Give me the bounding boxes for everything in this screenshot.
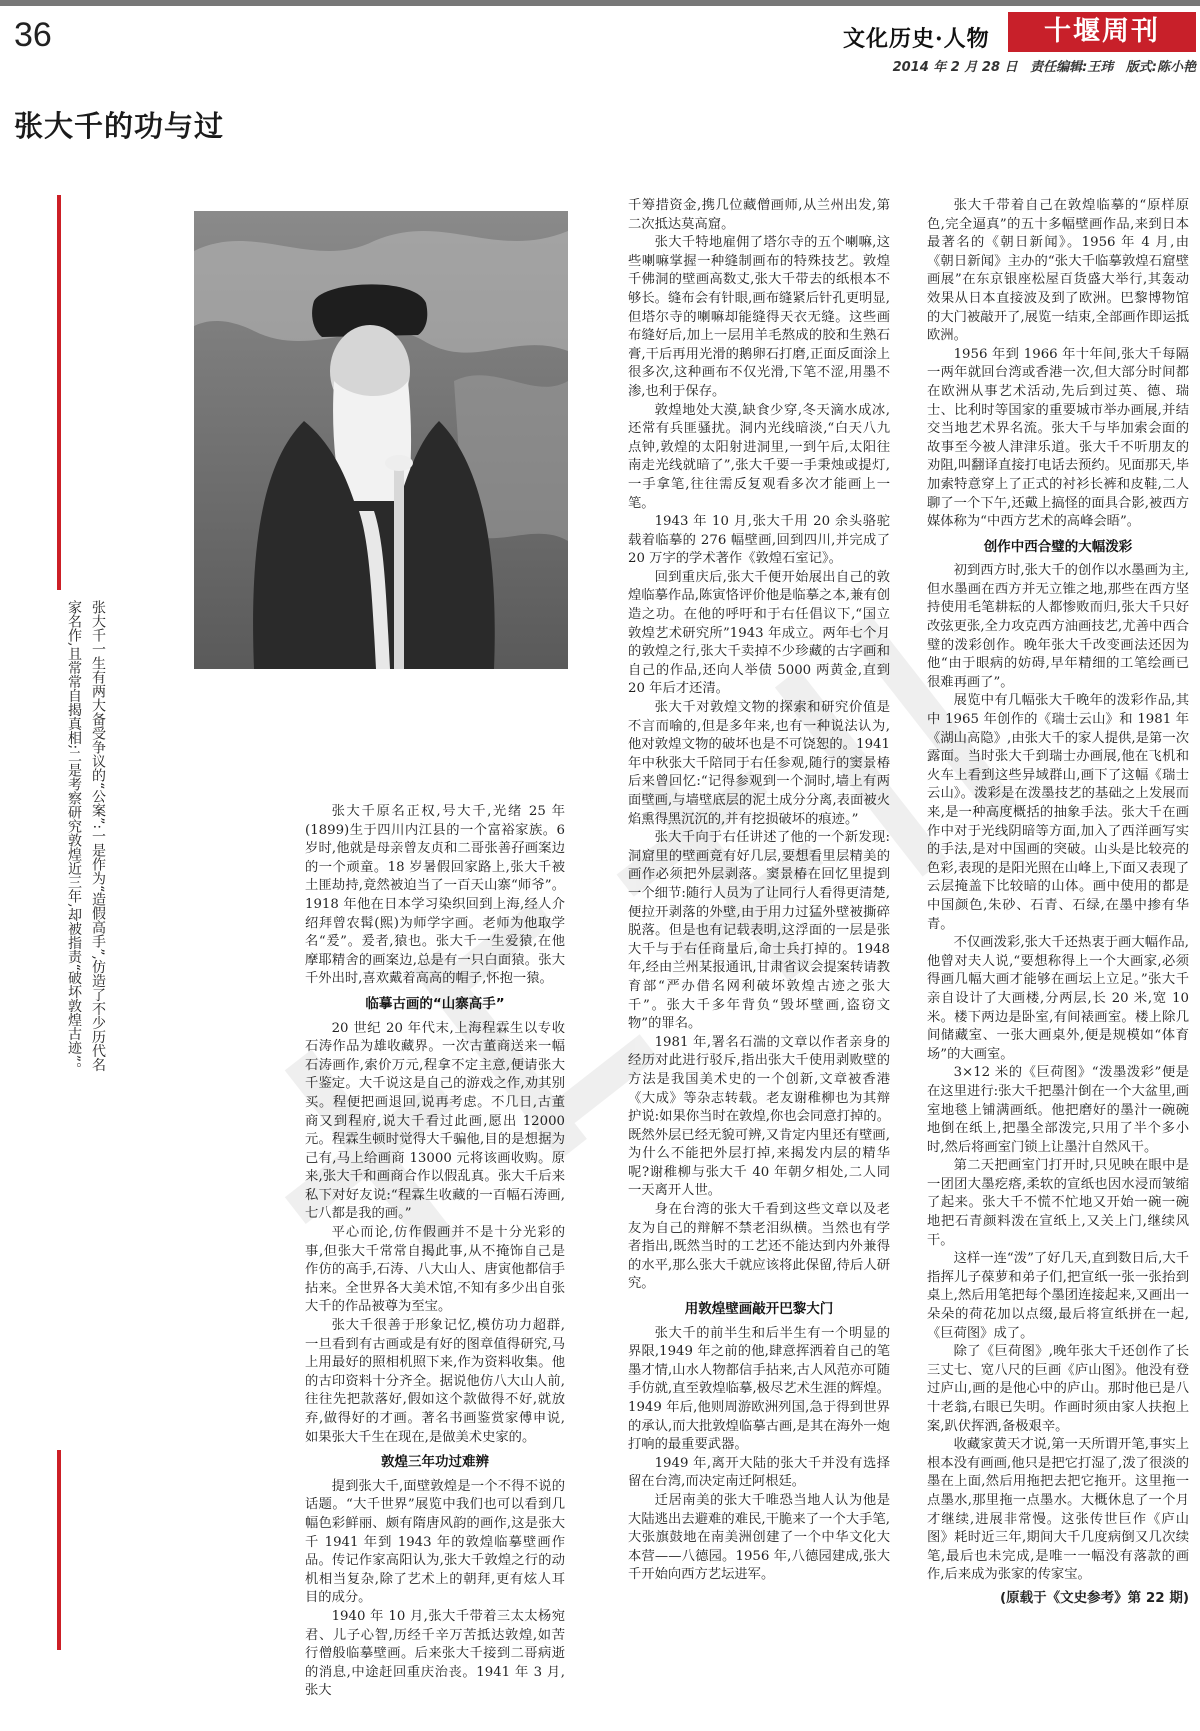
layout-credit: 版式:陈小艳 [1125,60,1196,75]
top-rule [0,0,1200,6]
paragraph: 张大千带着自己在敦煌临摹的“原样原色,完全逼真”的五十多幅壁画作品,来到日本最著名的《朝日新闻》。1956 年 4 月,由《朝日新闻》主办的“张大千临摹敦煌石窟壁画展”在东京银座松屋百货盛大举行,其轰动效果从日本直接波及到了欧洲。巴黎博物馆的大门被敲开了,展览一结束,全部画作即运抵欧洲。 [927,198,1189,344]
paragraph: 20 世纪 20 年代末,上海程霖生以专收石涛作品为雄收藏界。一次古董商送来一幅石涛画作,索价万元,程拿不定主意,便请张大千鉴定。大千说这是自己的游戏之作,劝其别买。程便把画退回,说再考虑。不几日,古董商又到程府,说大千看过此画,愿出 12000 元。程霖生顿时觉得大千骗他,目的是想据为己有,马上给画商 13000 元将该画收购。原来,张大千和画商合作以假乱真。张大千后来私下对好友说:“程霖生收藏的一百幅石涛画,七八都是我的画。” [305,1020,565,1222]
issue-meta [880,56,1196,75]
paragraph: 迁居南美的张大千唯恐当地人认为他是大陆逃出去避难的难民,干脆来了一个大手笔,大张旗鼓地在南美洲创建了一个中华文化大本营——八德园。1956 年,八德园建成,张大千开始向西方艺坛进军。 [628,1492,890,1583]
red-divider-top [57,195,61,590]
article-column-3 [927,197,1189,1608]
paragraph: 1940 年 10 月,张大千带着三太太杨宛君、儿子心智,历经千辛万苦抵达敦煌,如苦行僧般临摹壁画。后来张大千接到二哥病逝的消息,中途赶回重庆治丧。1941 年 3 月,张大 [305,1608,565,1699]
paragraph: 3×12 米的《巨荷图》“泼墨泼彩”便是在这里进行:张大千把墨汁倒在一个大盆里,画室地毯上铺满画纸。他把磨好的墨汁一碗碗地倒在纸上,把墨全部泼完,只用了半个多小时,然后将画室门锁上让墨汁自然风干。 [927,1065,1189,1155]
paragraph: 张大千的前半生和后半生有一个明显的界限,1949 年之前的他,肆意挥洒着自己的笔墨才情,山水人物都信手拈来,古人风范亦可随手仿就,直至敦煌临摹,极尽艺术生涯的辉煌。1949 年后,他则周游欧洲列国,急于得到世界的承认,而大批敦煌临摹古画,是其在海外一炮打响的最重要武器。 [628,1325,890,1453]
paragraph: 身在台湾的张大千看到这些文章以及老友为自己的辩解不禁老泪纵横。当然也有学者指出,既然当时的工艺还不能达到内外兼得的水平,那么张大千就应该将此保留,待后人研究。 [628,1202,890,1292]
article-blurb [40,600,106,1445]
paragraph: 回到重庆后,张大千便开始展出自己的敦煌临摹作品,陈寅恪评价他是临摹之本,兼有创造之功。在他的呼吁和于右任倡议下,“国立敦煌艺术研究所”1943 年成立。两年七个月的敦煌之行,张大千卖掉不少珍藏的古字画和自己的作品,还向人举债 5000 两黄金,直到 20 年后才还清。 [628,569,890,697]
paragraph: 张大千对敦煌文物的探索和研究价值是不言而喻的,但是多年来,也有一种说法认为,他对敦煌文物的破坏也是不可饶恕的。1941 年中秋张大千陪同于右任参观,随行的窦景椿后来曾回忆:“记得参观到一个洞时,墙上有两面壁画,与墙壁底层的泥土成分分离,表面被火焰熏得黑沉沉的,并有挖损破坏的痕迹。” [628,700,890,827]
article-column-1 [305,803,565,1701]
subheading: 敦煌三年功过难辨 [381,1454,489,1471]
source-credit: (原载于《文史参考》第 22 期) [999,1589,1189,1606]
paragraph: 不仅画泼彩,张大千还热衷于画大幅作品,他曾对夫人说,“要想称得上一个大画家,必须得画几幅大画才能够在画坛上立足。”张大千亲自设计了大画楼,分两层,长 20 米,宽 10 米。楼下两边是卧室,有间裱画室。楼上除几间储藏室、一张大画桌外,便是规模如“体育场”的大画室。 [927,935,1189,1062]
paragraph: 千筹措资金,携几位藏僧画师,从兰州出发,第二次抵达莫高窟。 [628,198,890,232]
paragraph: 初到西方时,张大千的创作以水墨画为主,但水墨画在西方并无立锥之地,那些在西方坚持使用毛笔耕耘的人都惨败而归,张大千只好改弦更张,全力攻克西方油画技艺,尤善中西合璧的泼彩创作。晚年张大千改变画法还因为他“由于眼病的妨碍,早年精细的工笔绘画已很难再画了”。 [927,563,1189,690]
red-divider-bottom [57,1450,61,1650]
paragraph: 1943 年 10 月,张大千用 20 余头骆驼载着临摹的 276 幅壁画,回到四川,并完成了 20 万字的学术著作《敦煌石室记》。 [628,514,890,567]
subheading: 创作中西合璧的大幅泼彩 [983,538,1133,555]
portrait-photo [194,211,568,669]
paragraph: 张大千原名正权,号大千,光绪 25 年(1899)生于四川内江县的一个富裕家族。6 岁时,他就是母亲曾友贞和二哥张善孖画案边的一个顽童。18 岁暑假回家路上,张大千被土匪劫持,竟然被迫当了一百天山寨“师爷”。1918 年他在日本学习染织回到上海,经人介绍拜曾农髯(熙)为师学字画。老师为他取学名“爰”。爰者,猿也。张大千一生爱猿,在他摩耶精舍的画案边,总是有一只白面猿。张大千外出时,喜欢戴着高高的帽子,怀抱一猿。 [305,804,565,987]
article-title: 张大千的功与过 [14,109,225,143]
paragraph: 1949 年,离开大陆的张大千并没有选择留在台湾,而决定南迁阿根廷。 [628,1455,890,1490]
page-number: 36 [14,16,52,54]
paragraph: 平心而论,仿作假画并不是十分光彩的事,但张大千常常自揭此事,从不掩饰自己是作仿的高手,石涛、八大山人、唐寅他都信手拈来。全世界各大美术馆,不知有多少出自张大千的作品被尊为至宝。 [305,1225,565,1315]
paragraph: 这样一连“泼”了好几天,直到数日后,大千指挥儿子葆萝和弟子们,把宣纸一张一张抬到桌上,然后用笔把每个墨团连接起来,又画出一朵朵的荷花加以点缀,最后将宣纸拼在一起,《巨荷图》成了。 [927,1251,1189,1341]
blurb-line: 张大千一生有两大备受争议的“公案”:一是作为“造假高手”,仿造了不少历代名 [90,600,106,1072]
paragraph: 张大千向于右任讲述了他的一个新发现:洞窟里的壁画竟有好几层,要想看里层精美的画作必须把外层剥落。窦景椿在回忆里提到一个细节:随行人员为了让同行人看得更清楚,便拉开剥落的外壁,由于用力过猛外壁被撕碎脱落。但是也有记载表明,这浮面的一层是张大千与于右任商量后,命士兵打掉的。1948 年,经由兰州某报通讯,甘肃省议会提案转请教育部“严办借名网利破坏敦煌古迹之张大千”。张大千多年背负“毁坏壁画,盗窃文物”的罪名。 [628,830,890,1032]
blurb-line: 家名作,且常常自揭真相;二是考察研究敦煌近三年,却被指责“破坏敦煌古迹”。 [66,600,82,1076]
portrait-illustration [194,211,568,669]
paragraph: 第二天把画室门打开时,只见映在眼中是一团团大墨疙瘩,柔软的宣纸也因水浸而皱缩了起来。张大千不慌不忙地又开始一碗一碗地把石青颜料泼在宣纸上,又关上门,继续风干。 [927,1158,1189,1248]
editor-credit: 责任编辑:王玮 [1030,60,1114,75]
paragraph: 除了《巨荷图》,晚年张大千还创作了长三丈七、宽八尺的巨画《庐山图》。他没有登过庐山,画的是他心中的庐山。那时他已是八十老翁,右眼已失明。作画时须由家人扶抱上案,趴伏挥洒,备极艰辛。 [927,1344,1189,1434]
paragraph: 1981 年,署名石湍的文章以作者亲身的经历对此进行驳斥,指出张大千使用剥败壁的方法是我国美术史的一个创新,文章被香港《大成》等杂志转载。老友谢稚柳也为其辩护说:如果你当时在敦煌,你也会同意打掉的。既然外层已经无貌可辨,又肯定内里还有壁画,为什么不能把外层打掉,来揭发内层的精华呢?谢稚柳与张大千 40 年朝夕相处,二人同一天离开人世。 [628,1034,890,1199]
paragraph: 张大千很善于形象记忆,模仿功力超群,一旦看到有古画或是有好的图章值得研究,马上用最好的照相机照下来,作为资料收集。他的古印资料十分齐全。据说他仿八大山人前,往往先把款落好,假如这个款做得不好,就放弃,做得好的才画。著名书画鉴赏家傅申说,如果张大千生在现在,是做美术史家的。 [305,1318,565,1445]
issue-date: 2014 年 2 月 28 日 [892,60,1018,75]
paragraph: 收藏家黄天才说,第一天所谓开笔,事实上根本没有画画,他只是把它打湿了,泼了很淡的墨在上面,然后用拖把去把它拖开。这里拖一点墨水,那里拖一点墨水。大概休息了一个月才继续,进展非常慢。这张传世巨作《庐山图》耗时近三年,期间大千几度病倒又几次续笔,最后也未完成,是唯一一幅没有落款的画作,后来成为张家的传家宝。 [927,1437,1189,1583]
publication-brand: 十堰周刊 [1008,12,1196,52]
subheading: 用敦煌壁画敲开巴黎大门 [684,1301,834,1318]
article-column-2 [628,197,890,1585]
subheading: 临摹古画的“山寨高手” [365,995,505,1012]
paragraph: 展览中有几幅张大千晚年的泼彩作品,其中 1965 年创作的《瑞士云山》和 1981 年《湖山高隐》,由张大千的家人提供,是第一次露面。当时张大千到瑞士办画展,他在飞机和火车上看到这些异域群山,画下了这幅《瑞士云山》。泼彩是在泼墨技艺的基础之上发展而来,是一种高度概括的抽象手法。张大千在画作中对于光线阴暗等方面,加入了西洋画写实的手法,是对中国画的突破。山头是比较亮的色彩,表现的是阳光照在山峰上,下面又表现了云层掩盖下比较暗的山体。画中使用的都是中国颜色,朱砂、石青、石绿,在墨中掺有华青。 [927,693,1189,932]
paragraph: 提到张大千,面壁敦煌是一个不得不说的话题。“大千世界”展览中我们也可以看到几幅色彩鲜丽、颇有隋唐风韵的画作,这是张大千 1941 年到 1943 年的敦煌临摹壁画作品。传记作家高阳认为,张大千敦煌之行的动机相当复杂,除了艺术上的朝拜,更有炫人耳目的成分。 [305,1478,565,1606]
paragraph: 1956 年到 1966 年十年间,张大千每隔一两年就回台湾或香港一次,但大部分时间都在欧洲从事艺术活动,先后到过英、德、瑞士、比利时等国家的重要城市举办画展,并结交当地艺术界名流。张大千与毕加索会面的故事至今被人津津乐道。张大千不听朋友的劝阻,叫翻译直接打电话去预约。见面那天,毕加索特意穿上了正式的衬衫长裤和皮鞋,二人聊了一个下午,还戴上搞怪的面具合影,被西方媒体称为“中西方艺术的高峰会晤”。 [927,346,1189,530]
paragraph: 敦煌地处大漠,缺食少穿,冬天滴水成冰,还常有兵匪骚扰。洞内光线暗淡,“白天八九点钟,敦煌的太阳射进洞里,一到午后,太阳往南走光线就暗了”,张大千要一手秉烛或提灯,一手拿笔,往往需反复观看多次才能画上一笔。 [628,402,890,511]
section-title: 文化历史·人物 [843,26,990,52]
paragraph: 张大千特地雇佣了塔尔寺的五个喇嘛,这些喇嘛掌握一种缝制画布的特殊技艺。敦煌千佛洞的壁画高数丈,张大千带去的纸根本不够长。缝布会有针眼,画布缝紧后针孔更明显,但塔尔寺的喇嘛却能缝得天衣无缝。这些画布缝好后,加上一层用羊毛熬成的胶和生熟石膏,干后再用光滑的鹅卵石打磨,正面反面涂上很多次,这种画布不仅光滑,下笔不涩,用墨不渗,也利于保存。 [628,235,890,399]
